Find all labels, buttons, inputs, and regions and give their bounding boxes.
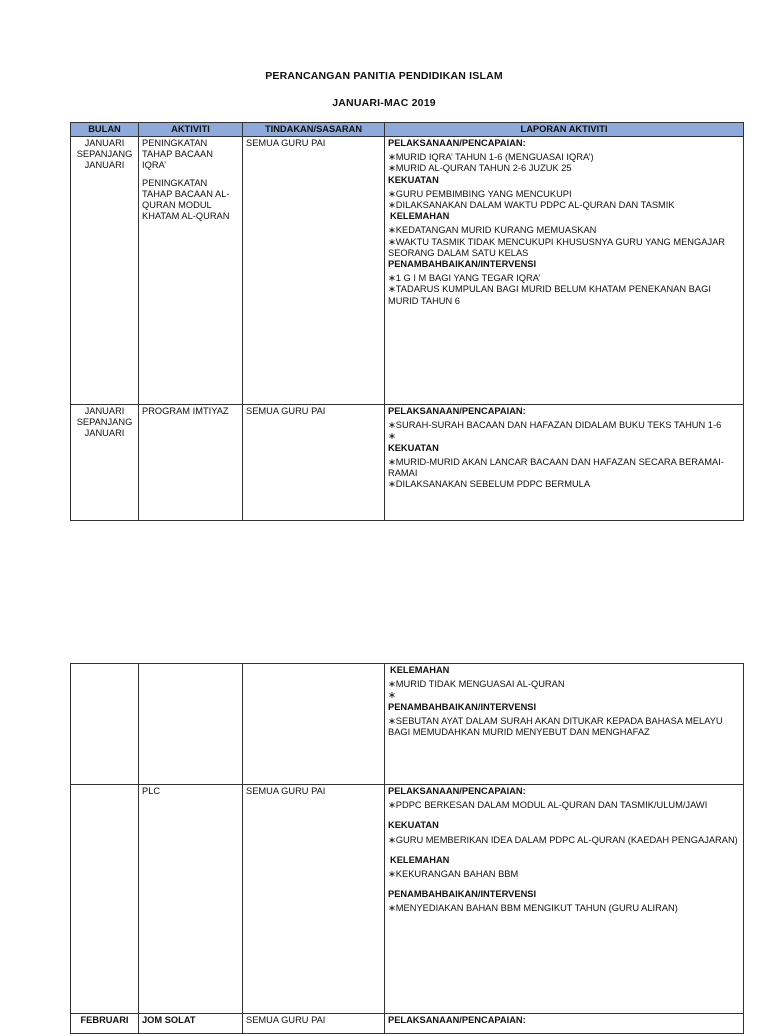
document-subtitle: JANUARI-MAC 2019: [332, 97, 436, 109]
section-heading: PENAMBAHBAIKAN/INTERVENSI: [388, 701, 537, 712]
cell-laporan: [385, 405, 744, 521]
report-item: ∗GURU MEMBERIKAN IDEA DALAM PDPC AL-QURAN (KAEDAH PENGAJARAN): [388, 834, 738, 845]
document-title: PERANCANGAN PANITIA PENDIDIKAN ISLAM: [265, 70, 503, 82]
section-heading: KEKUATAN: [388, 442, 439, 453]
report-item: ∗PDPC BERKESAN DALAM MODUL AL-QURAN DAN TASMIK/ULUM/JAWI: [388, 800, 708, 811]
cell-aktiviti: PROGRAM IMTIYAZ: [139, 405, 243, 521]
report-item: ∗1 G I M BAGI YANG TEGAR IQRA’: [388, 273, 541, 284]
aktiviti-iqra: PENINGKATAN TAHAP BACAAN IQRA’: [142, 138, 213, 171]
cell-aktiviti: [139, 664, 243, 785]
report-item: ∗MURID IQRA’ TAHUN 1-6 (MENGUASAI IQRA’): [388, 152, 594, 163]
section-heading: KEKUATAN: [388, 820, 439, 831]
cell-laporan: [385, 137, 744, 405]
table-row: [71, 664, 744, 785]
table-row: [71, 405, 744, 521]
cell-tindakan: SEMUA GURU PAI: [243, 405, 385, 521]
section-heading: PELAKSANAAN/PENCAPAIAN:: [388, 406, 526, 416]
section-heading: KELEMAHAN: [390, 211, 450, 222]
cell-bulan: JANUARI SEPANJANG JANUARI: [71, 405, 139, 521]
section-heading: PELAKSANAAN/PENCAPAIAN:: [388, 786, 526, 796]
cell-bulan: [71, 785, 139, 1014]
cell-aktiviti: JOM SOLAT: [139, 1014, 243, 1034]
cell-laporan: [385, 664, 744, 785]
section-heading: PELAKSANAAN/PENCAPAIAN:: [388, 1015, 526, 1025]
report-item: ∗MENYEDIAKAN BAHAN BBM MENGIKUT TAHUN (GURU ALIRAN): [388, 903, 678, 914]
report-item: ∗KEDATANGAN MURID KURANG MEMUASKAN: [388, 225, 597, 236]
activity-table-1: [70, 122, 744, 521]
report-item: ∗MURID-MURID AKAN LANCAR BACAAN DAN HAFAZAN SECARA BERAMAI-RAMAI: [388, 456, 724, 479]
table-row: [71, 785, 744, 1014]
report-item: ∗MURID TIDAK MENGUASAI AL-QURAN: [388, 679, 565, 690]
cell-tindakan: SEMUA GURU PAI: [243, 137, 385, 405]
report-item: ∗DILAKSANAKAN SEBELUM PDPC BERMULA: [388, 479, 591, 490]
aktiviti-alquran: PENINGKATAN TAHAP BACAAN AL-QURAN MODUL KHATAM AL-QURAN: [142, 177, 230, 222]
cell-aktiviti: [139, 137, 243, 405]
section-heading: PELAKSANAAN/PENCAPAIAN:: [388, 138, 526, 148]
activity-table-2: [70, 663, 744, 1034]
report-item: ∗KEKURANGAN BAHAN BBM: [388, 869, 519, 880]
report-item: ∗TADARUS KUMPULAN BAGI MURID BELUM KHATAM PENEKANAN BAGI MURID TAHUN 6: [388, 284, 711, 306]
cell-tindakan: SEMUA GURU PAI: [243, 785, 385, 1014]
header-tindakan: TINDAKAN/SASARAN: [243, 123, 385, 137]
report-item: ∗SURAH-SURAH BACAAN DAN HAFAZAN DIDALAM BUKU TEKS TAHUN 1-6: [388, 420, 722, 431]
table-header-row: [71, 123, 744, 137]
cell-laporan: [385, 785, 744, 1014]
cell-tindakan: [243, 664, 385, 785]
section-heading: PENAMBAHBAIKAN/INTERVENSI: [388, 889, 537, 900]
report-item: ∗: [388, 431, 396, 442]
cell-bulan: [71, 664, 139, 785]
section-heading: KELEMAHAN: [390, 854, 450, 865]
table-row: [71, 137, 744, 405]
cell-bulan: FEBRUARI: [71, 1014, 139, 1034]
cell-tindakan: SEMUA GURU PAI: [243, 1014, 385, 1034]
report-item: ∗SEBUTAN AYAT DALAM SURAH AKAN DITUKAR KEPADA BAHASA MELAYU BAGI MEMUDAHKAN MURID MENYEBUT DAN MENGHAFAZ: [388, 715, 723, 738]
report-item: ∗MURID AL-QURAN TAHUN 2-6 JUZUK 25: [388, 163, 572, 174]
header-bulan: BULAN: [71, 123, 139, 137]
section-heading: KELEMAHAN: [390, 665, 450, 675]
report-item: ∗DILAKSANAKAN DALAM WAKTU PDPC AL-QURAN DAN TASMIK: [388, 200, 675, 211]
cell-bulan: JANUARI SEPANJANG JANUARI: [71, 137, 139, 405]
header-laporan: LAPORAN AKTIVITI: [385, 123, 744, 137]
report-item: ∗WAKTU TASMIK TIDAK MENCUKUPI KHUSUSNYA GURU YANG MENGAJAR SEORANG DALAM SATU KELAS: [388, 236, 726, 258]
cell-aktiviti: PLC: [139, 785, 243, 1014]
report-item: ∗: [388, 690, 396, 701]
header-aktiviti: AKTIVITI: [139, 123, 243, 137]
section-heading: KEKUATAN: [388, 174, 439, 185]
section-heading: PENAMBAHBAIKAN/INTERVENSI: [388, 259, 537, 270]
report-item: ∗GURU PEMBIMBING YANG MENCUKUPI: [388, 188, 572, 199]
